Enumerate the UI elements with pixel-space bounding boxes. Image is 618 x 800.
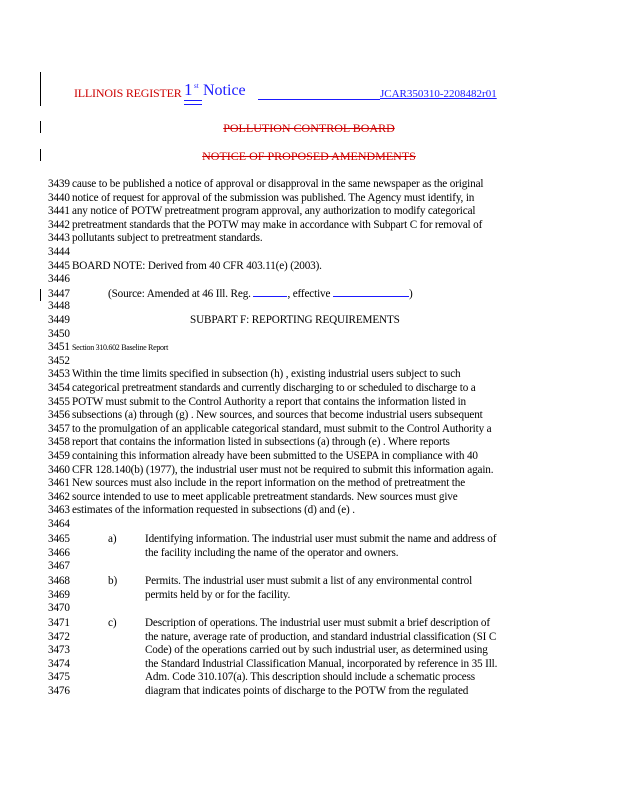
item-text: Description of operations. The industrial user must submit a brief description of [145, 617, 490, 629]
line-number: 3464 [48, 518, 70, 530]
document-line: 3455 POTW must submit to the Control Authority a report that contains the information listed in [48, 395, 466, 408]
document-line: 3461 New sources must also include in the report information on the method of pretreatment the [48, 477, 466, 490]
source-line: 3447 (Source: Amended at 46 Ill. Reg. , effective ) [48, 287, 413, 300]
board-note: 3445 BOARD NOTE: Derived from 40 CFR 403.11(e) (2003). [48, 259, 322, 272]
item-text: Permits. The industrial user must submit a list of any environmental control [145, 575, 473, 587]
item-text: Adm. Code 310.107(a). This description should include a schematic process [145, 671, 475, 684]
item-text: diagram that indicates points of discharge to the POTW from the regulated [145, 685, 469, 697]
item-label: c) [108, 617, 117, 629]
document-line: 3454 categorical pretreatment standards and currently discharging to or scheduled to discharge to a [48, 382, 476, 394]
page-number-suffix: st [194, 82, 199, 90]
item-text: the facility including the name of the operator and owners. [145, 546, 399, 559]
header-underline [258, 99, 380, 100]
item-label: a) [108, 533, 117, 545]
revision-bar [40, 72, 41, 106]
line-number: 3444 [48, 246, 70, 258]
document-line: 3453 Within the time limits specified in subsection (h) , existing industrial users subject to such [48, 368, 461, 381]
line-number: 3450 [48, 327, 70, 340]
line-number: 3472 [48, 630, 70, 643]
document-line: 3440 notice of request for approval of the submission was published. The Agency must identify, in [48, 191, 475, 204]
effective-date-blank [333, 287, 409, 297]
item-text: permits held by or for the facility. [145, 588, 291, 601]
line-number: 3470 [48, 602, 70, 615]
document-line: 3457 to the promulgation of an applicable categorical standard, must submit to the Control Authority a [48, 422, 492, 435]
document-line: 3443 pollutants subject to pretreatment standards. [48, 232, 263, 245]
item-text: Identifying information. The industrial user must submit the name and address of [145, 533, 497, 545]
document-line: 3456 subsections (a) through (g) . New sources, and sources that become industrial users subsequent [48, 409, 483, 422]
document-line: 3459 containing this information already have been submitted to the USEPA in compliance with 40 [48, 450, 478, 462]
line-number: 3446 [48, 273, 70, 286]
line-number: 3467 [48, 560, 70, 573]
notice-label: Notice [203, 82, 246, 99]
document-line: 3441 any notice of POTW pretreatment program approval, any authorization to modify categorical [48, 205, 476, 218]
line-number: 3473 [48, 644, 70, 657]
register-title: ILLINOIS REGISTER [74, 86, 182, 100]
page-number: 1 [184, 80, 193, 99]
header-double-underline [184, 104, 202, 105]
item-text: Code) of the operations carried out by such industrial user, as determined using [145, 644, 488, 657]
section-title-line: 3451 Section 310.602 Baseline Report [48, 341, 169, 354]
line-number: 3465 [48, 533, 70, 545]
notice-heading: NOTICE OF PROPOSED AMENDMENTS [202, 149, 416, 163]
line-number: 3475 [48, 671, 70, 684]
document-id: JCAR350310-2208482r01 [380, 88, 497, 100]
line-number: 3471 [48, 617, 70, 629]
line-number: 3448 [48, 300, 70, 313]
document-line: 3458 report that contains the information listed in subsections (a) through (e) . Where reports [48, 436, 450, 449]
line-number: 3468 [48, 575, 70, 587]
line-number: 3466 [48, 546, 70, 559]
item-label: b) [108, 575, 118, 587]
board-heading: POLLUTION CONTROL BOARD [223, 121, 395, 135]
document-line: 3439 cause to be published a notice of approval or disapproval in the same newspaper as the original [48, 178, 484, 190]
document-line: 3460 CFR 128.140(b) (1977), the industrial user must not be required to submit this information again. [48, 463, 494, 476]
line-number: 3474 [48, 657, 70, 670]
document-line: 3463 estimates of the information requested in subsections (d) and (e) . [48, 504, 355, 517]
register-blank [253, 287, 287, 297]
document-line: 3442 pretreatment standards that the POTW may make in accordance with Subpart C for removal of [48, 218, 483, 231]
revision-bar [40, 289, 41, 301]
subpart-line: 3449 SUBPART F: REPORTING REQUIREMENTS [48, 314, 400, 326]
line-number: 3476 [48, 685, 70, 697]
item-text: the Standard Industrial Classification Manual, incorporated by reference in 35 Ill. [145, 657, 498, 670]
document-line: 3462 source intended to use to meet applicable pretreatment standards. New sources must give [48, 490, 458, 503]
item-text: the nature, average rate of production, and standard industrial classification (SI C [145, 630, 497, 643]
line-number: 3452 [48, 354, 70, 367]
header-double-underline [184, 100, 202, 101]
line-number: 3469 [48, 588, 70, 601]
